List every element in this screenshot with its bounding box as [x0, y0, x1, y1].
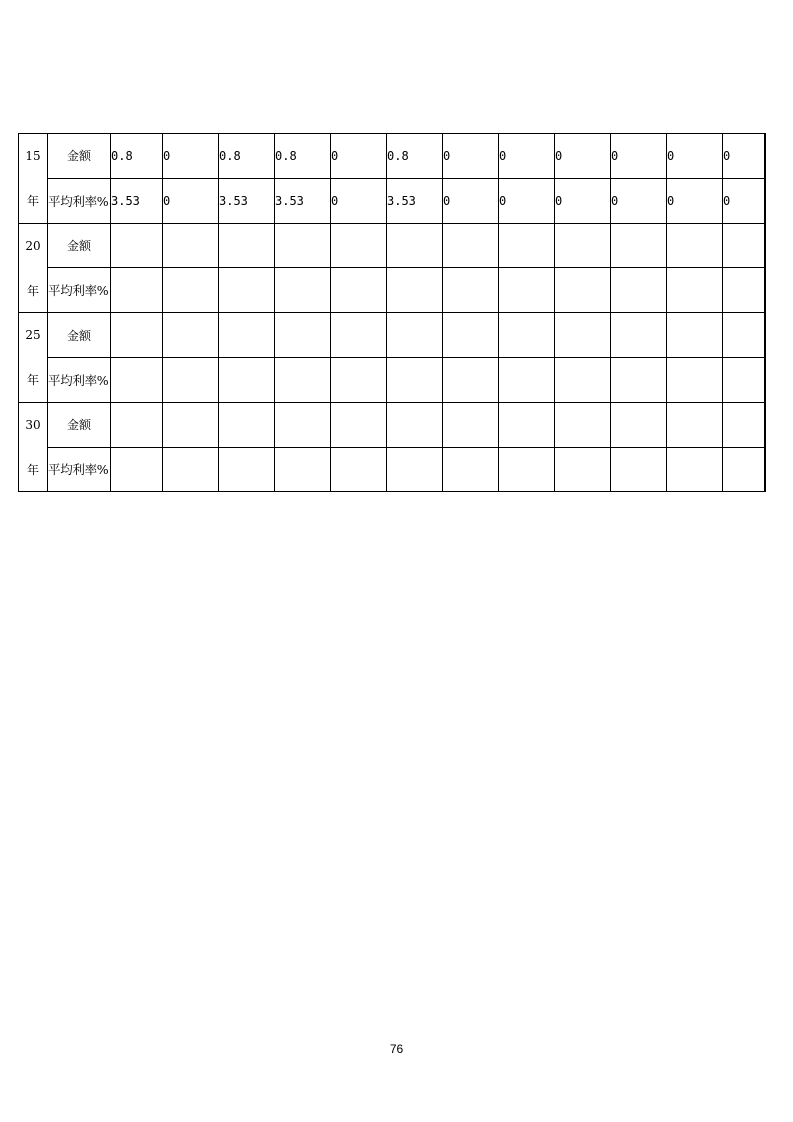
amount-label: 金额 [48, 134, 111, 179]
rate-value-cell [163, 268, 219, 313]
term-unit-cell: 年 [19, 268, 48, 313]
amount-value-cell [163, 223, 219, 268]
rate-value-cell: 0 [499, 178, 555, 223]
table-row [19, 223, 766, 268]
rate-value-cell: 0 [163, 178, 219, 223]
amount-value-cell [275, 402, 331, 447]
amount-value-cell [387, 223, 443, 268]
empty-cell [765, 268, 766, 313]
rate-value-cell [555, 357, 611, 402]
amount-value-cell: 0 [163, 134, 219, 179]
amount-value-cell [499, 313, 555, 358]
amount-value-cell [555, 402, 611, 447]
amount-value-cell [331, 313, 387, 358]
rate-value-cell [443, 447, 499, 492]
rate-value-cell [611, 447, 667, 492]
amount-value-cell [163, 402, 219, 447]
amount-value-cell [611, 313, 667, 358]
average-rate-label: 平均利率% [48, 357, 111, 402]
rate-value-cell [723, 357, 765, 402]
amount-value-cell [387, 313, 443, 358]
average-rate-label: 平均利率% [48, 268, 111, 313]
rate-value-cell [331, 268, 387, 313]
rate-value-cell [667, 447, 723, 492]
term-unit-cell: 年 [19, 447, 48, 492]
average-rate-label: 平均利率% [48, 447, 111, 492]
amount-value-cell: 0 [499, 134, 555, 179]
amount-value-cell [443, 313, 499, 358]
rate-value-cell [723, 268, 765, 313]
amount-value-cell: 0 [611, 134, 667, 179]
empty-cell [765, 134, 766, 179]
amount-value-cell [443, 223, 499, 268]
rate-value-cell [275, 357, 331, 402]
rate-value-cell [667, 268, 723, 313]
loan-rate-table [18, 133, 766, 492]
rate-value-cell: 0 [331, 178, 387, 223]
rate-value-cell: 0 [555, 178, 611, 223]
rate-value-cell: 0 [443, 178, 499, 223]
rate-value-cell [499, 447, 555, 492]
term-years-cell: 30 [19, 402, 48, 447]
amount-value-cell [611, 223, 667, 268]
empty-cell [765, 357, 766, 402]
empty-cell [765, 223, 766, 268]
amount-value-cell [111, 402, 163, 447]
rate-value-cell: 3.53 [219, 178, 275, 223]
rate-value-cell [387, 268, 443, 313]
empty-cell [765, 447, 766, 492]
rate-value-cell [499, 268, 555, 313]
rate-value-cell [275, 447, 331, 492]
term-unit-cell: 年 [19, 357, 48, 402]
amount-value-cell [219, 402, 275, 447]
amount-value-cell: 0 [331, 134, 387, 179]
amount-label: 金额 [48, 313, 111, 358]
rate-value-cell [387, 357, 443, 402]
table-row [19, 447, 766, 492]
rate-value-cell [443, 357, 499, 402]
page-number: 76 [389, 1042, 404, 1056]
amount-value-cell [499, 402, 555, 447]
amount-value-cell [667, 313, 723, 358]
amount-value-cell [275, 223, 331, 268]
amount-label: 金额 [48, 223, 111, 268]
rate-value-cell [555, 447, 611, 492]
amount-value-cell [555, 223, 611, 268]
rate-value-cell [219, 357, 275, 402]
rate-value-cell [555, 268, 611, 313]
table-row [19, 402, 766, 447]
empty-cell [765, 313, 766, 358]
term-years-cell: 20 [19, 223, 48, 268]
table-row [19, 178, 766, 223]
empty-cell [765, 178, 766, 223]
amount-value-cell: 0 [443, 134, 499, 179]
rate-value-cell [331, 447, 387, 492]
amount-value-cell [111, 313, 163, 358]
rate-value-cell: 0 [611, 178, 667, 223]
rate-value-cell: 3.53 [275, 178, 331, 223]
amount-value-cell [723, 402, 765, 447]
amount-value-cell [723, 223, 765, 268]
amount-value-cell: 0.8 [111, 134, 163, 179]
table-row [19, 134, 766, 179]
amount-value-cell: 0 [723, 134, 765, 179]
rate-value-cell [387, 447, 443, 492]
amount-value-cell [163, 313, 219, 358]
rate-value-cell [331, 357, 387, 402]
amount-value-cell: 0 [555, 134, 611, 179]
amount-value-cell [499, 223, 555, 268]
amount-value-cell: 0.8 [387, 134, 443, 179]
amount-value-cell: 0.8 [219, 134, 275, 179]
rate-value-cell [499, 357, 555, 402]
table-row [19, 313, 766, 358]
amount-value-cell [387, 402, 443, 447]
rate-value-cell [111, 268, 163, 313]
rate-value-cell: 3.53 [387, 178, 443, 223]
rate-value-cell [219, 268, 275, 313]
rate-value-cell [111, 357, 163, 402]
term-unit-cell: 年 [19, 178, 48, 223]
rate-value-cell: 0 [667, 178, 723, 223]
rate-value-cell [163, 357, 219, 402]
rate-value-cell [163, 447, 219, 492]
amount-value-cell [667, 223, 723, 268]
rate-value-cell [723, 447, 765, 492]
term-years-cell: 15 [19, 134, 48, 179]
rate-value-cell: 3.53 [111, 178, 163, 223]
table-row [19, 268, 766, 313]
term-years-cell: 25 [19, 313, 48, 358]
average-rate-label: 平均利率% [48, 178, 111, 223]
amount-value-cell [275, 313, 331, 358]
amount-value-cell: 0 [667, 134, 723, 179]
amount-value-cell [555, 313, 611, 358]
amount-label: 金额 [48, 402, 111, 447]
rate-value-cell [667, 357, 723, 402]
rate-value-cell [611, 357, 667, 402]
rate-value-cell [111, 447, 163, 492]
rate-value-cell [219, 447, 275, 492]
table-body [19, 134, 766, 492]
amount-value-cell [219, 313, 275, 358]
amount-value-cell [331, 223, 387, 268]
table-row [19, 357, 766, 402]
amount-value-cell: 0.8 [275, 134, 331, 179]
amount-value-cell [219, 223, 275, 268]
rate-value-cell: 0 [723, 178, 765, 223]
amount-value-cell [443, 402, 499, 447]
amount-value-cell [331, 402, 387, 447]
amount-value-cell [111, 223, 163, 268]
rate-value-cell [443, 268, 499, 313]
rate-value-cell [611, 268, 667, 313]
empty-cell [765, 402, 766, 447]
amount-value-cell [723, 313, 765, 358]
amount-value-cell [667, 402, 723, 447]
rate-value-cell [275, 268, 331, 313]
amount-value-cell [611, 402, 667, 447]
